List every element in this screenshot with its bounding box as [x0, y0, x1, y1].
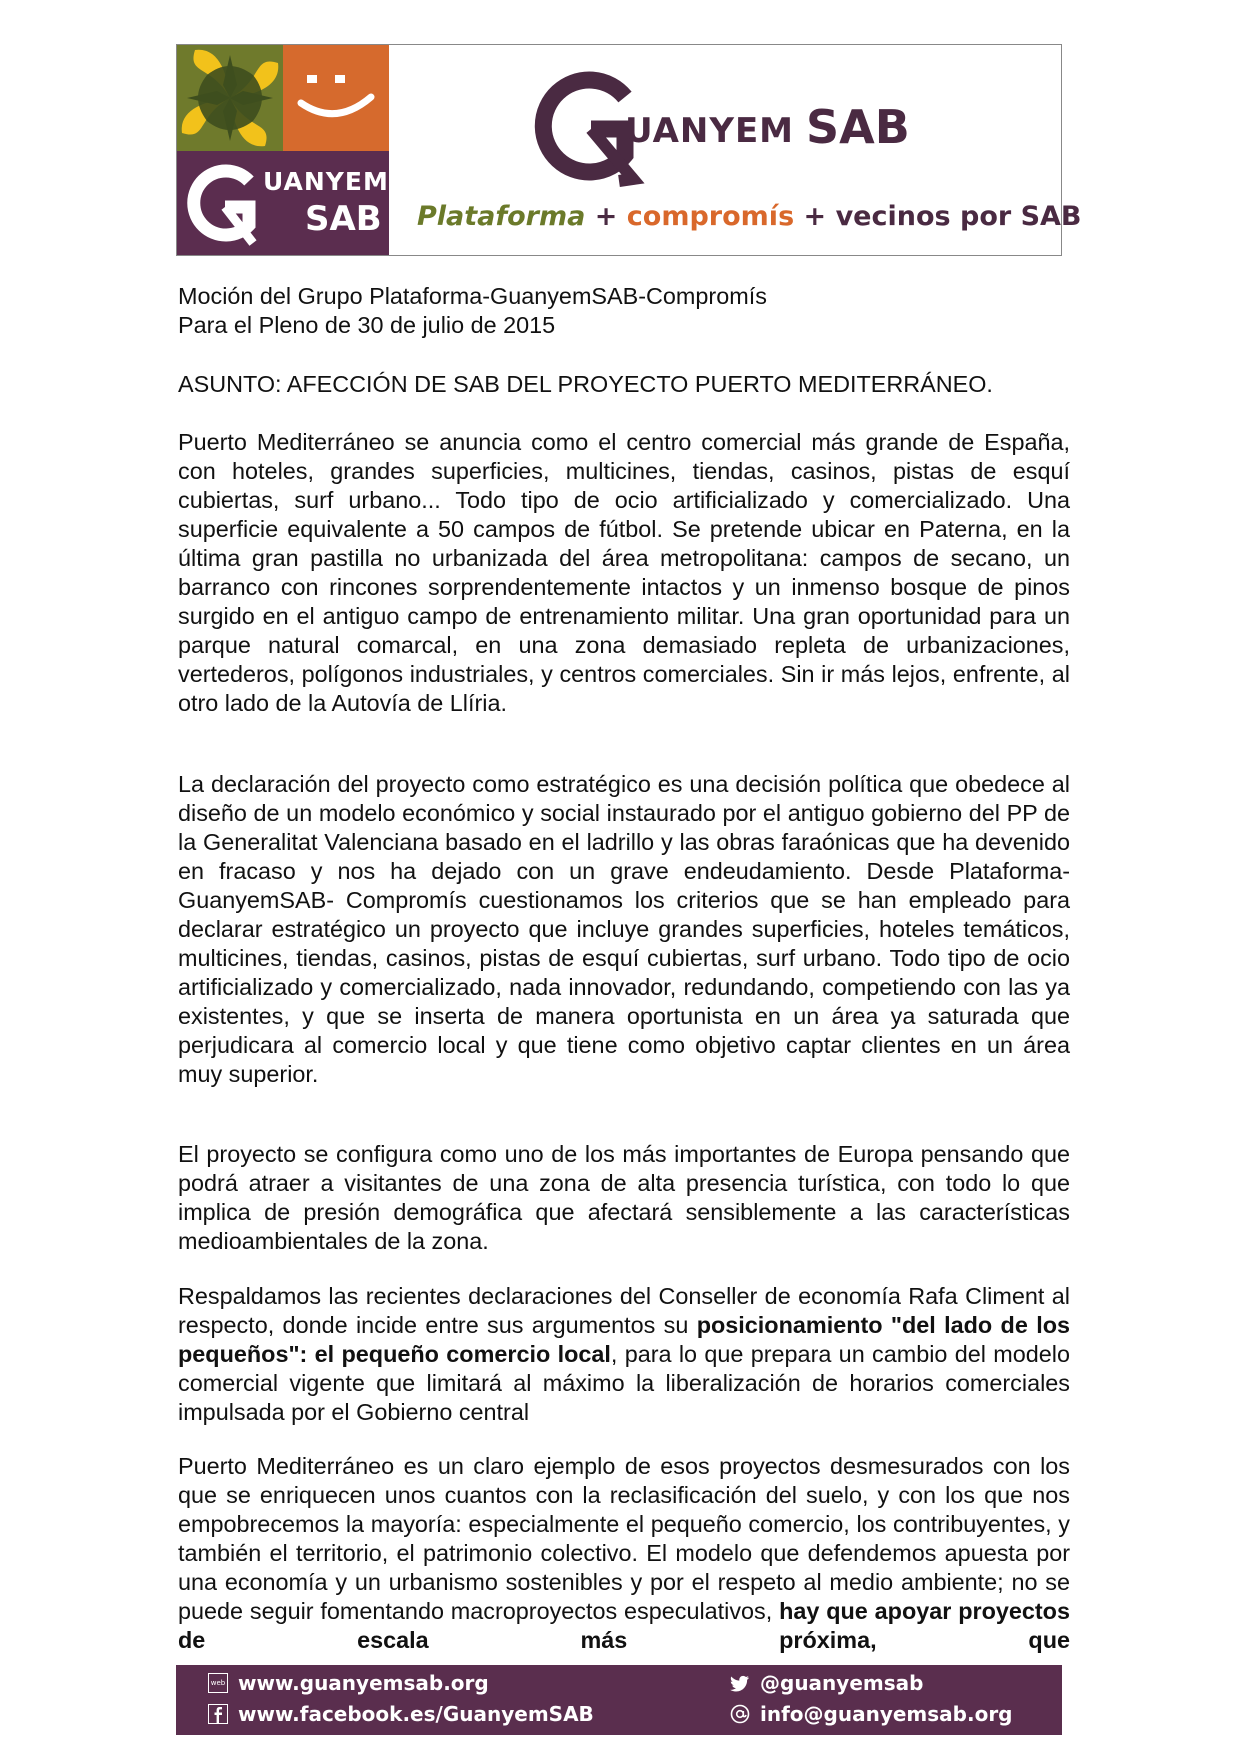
footer-bar [176, 1665, 1062, 1735]
subject-text: ASUNTO: AFECCIÓN DE SAB DEL PROYECTO PUERTO MEDITERRÁNEO. [178, 371, 993, 397]
facebook-link[interactable]: www.facebook.es/GuanyemSAB [238, 1702, 594, 1726]
paragraph-2 [178, 770, 1070, 1089]
paragraph-text: El proyecto se configura como uno de los más importantes de Europa pensando que podrá atraer a visitantes de una zona de alta presencia turística, con todo lo que implica de presión demográfica que afectará sensiblemente a las características medioambientales de la zona. [178, 1141, 1070, 1254]
paragraph-text-part: Puerto Mediterráneo es un claro ejemplo de esos proyectos desmesurados con los que se enriquecen unos cuantos con la reclasificación del suelo, y con los que nos empobrecemos la mayoría: especialmente el pequeño comercio, los contribuyentes, y también el territorio, el patrimonio colectivo. El modelo que defendemos apuesta por una economía y un urbanismo sostenibles y por el respeto al medio ambiente; no se puede seguir fomentando macroproyectos especulativos, [178, 1453, 1070, 1624]
twitter-handle[interactable]: @guanyemsab [760, 1671, 924, 1695]
footer-twitter[interactable] [730, 1671, 923, 1695]
footer-facebook[interactable] [208, 1702, 594, 1726]
brand-sab-text: SAB [806, 100, 910, 154]
web-icon: web [208, 1673, 228, 1693]
paragraph-5 [178, 1452, 1070, 1655]
paragraph-4 [178, 1282, 1070, 1427]
paragraph-text-part: , para lo que prepara un cambio del modelo comercial vigente que limitará al máximo la liberalización de horarios comerciales impulsada por el Gobierno central [178, 1341, 1070, 1425]
brand-uanyem-text: UANYEM [625, 111, 795, 151]
footer-email[interactable] [730, 1702, 1013, 1726]
footer-website[interactable] [208, 1671, 489, 1695]
tagline-plus: + [594, 201, 618, 232]
subject-line [178, 370, 1070, 399]
paragraph-bold-text: hay que apoyar proyectos de escala más próxima, que [178, 1598, 1070, 1653]
motion-group-line: Moción del Grupo Plataforma-GuanyemSAB-Compromís [178, 283, 767, 309]
paragraph-3 [178, 1140, 1070, 1256]
smile-tile [283, 45, 389, 151]
motion-meta [178, 282, 1070, 340]
tagline-vecinos: vecinos por SAB [835, 201, 1082, 232]
paragraph-text: La declaración del proyecto como estratégico es una decisión política que obedece al diseño de un modelo económico y social instaurado por el antiguo gobierno del PP de la Generalitat Valenciana basado en el ladrillo y las obras faraónicas que ha devenido en fracaso y nos ha dejado con un grave endeudamiento. Desde Plataforma- GuanyemSAB- Compromís cuestionamos los criterios que se han empleado para declarar estratégico un proyecto que incluye grandes superficies, hoteles temáticos, multicines, tiendas, casinos, pistas de esquí cubiertas, surf urbano. Todo tipo de ocio artificializado y comercializado, nada innovador, redundando, competiendo con las ya existentes, y que se inserta de manera oportunista en un área ya saturada que perjudicara al comercio local y que tiene como objetivo captar clientes en un área muy superior. [178, 771, 1070, 1087]
guanyem-sab-tile [177, 151, 389, 255]
tagline-plataforma: Plataforma [417, 201, 586, 232]
paragraph-text [178, 1452, 1070, 1655]
paragraph-text [178, 1282, 1070, 1427]
logo-guanyem-text: UANYEM [263, 167, 389, 196]
email-at-icon [730, 1704, 750, 1724]
paragraph-bold-text: posicionamiento "del lado de los pequeños": el pequeño comercio local [178, 1312, 1070, 1367]
tagline-compromis: compromís [626, 201, 795, 232]
facebook-icon [208, 1704, 228, 1724]
twitter-icon [730, 1673, 750, 1693]
tagline [417, 201, 1082, 232]
website-link[interactable]: www.guanyemsab.org [238, 1671, 489, 1695]
clover-tile [177, 45, 283, 151]
header-banner [176, 44, 1082, 256]
logo-sab-text: SAB [305, 199, 382, 239]
email-link[interactable]: info@guanyemsab.org [760, 1702, 1013, 1726]
tagline-plus: + [803, 201, 827, 232]
paragraph-text-part: Respaldamos las recientes declaraciones del Conseller de economía Rafa Climent al respecto, donde incide entre sus argumentos su [178, 1283, 1070, 1338]
motion-date-line: Para el Pleno de 30 de julio de 2015 [178, 312, 556, 338]
paragraph-1 [178, 428, 1070, 718]
guanyem-logo [177, 45, 389, 255]
paragraph-text: Puerto Mediterráneo se anuncia como el centro comercial más grande de España, con hoteles, grandes superficies, multicines, tiendas, casinos, pistas de esquí cubiertas, surf urbano... Todo tipo de ocio artificializado y comercializado. Una superficie equivalente a 50 campos de fútbol. Se pretende ubicar en Paterna, en la última gran pastilla no urbanizada del área metropolitana: campos de secano, un barranco con rincones sorprendentemente intactos y un inmenso bosque de pinos surgido en el antiguo campo de entrenamiento militar. Una gran oportunidad para un parque natural comarcal, en una zona demasiado repleta de urbanizaciones, vertederos, polígonos industriales, y centros comerciales. Sin ir más lejos, enfrente, al otro lado de la Autovía de Llíria. [178, 429, 1070, 716]
